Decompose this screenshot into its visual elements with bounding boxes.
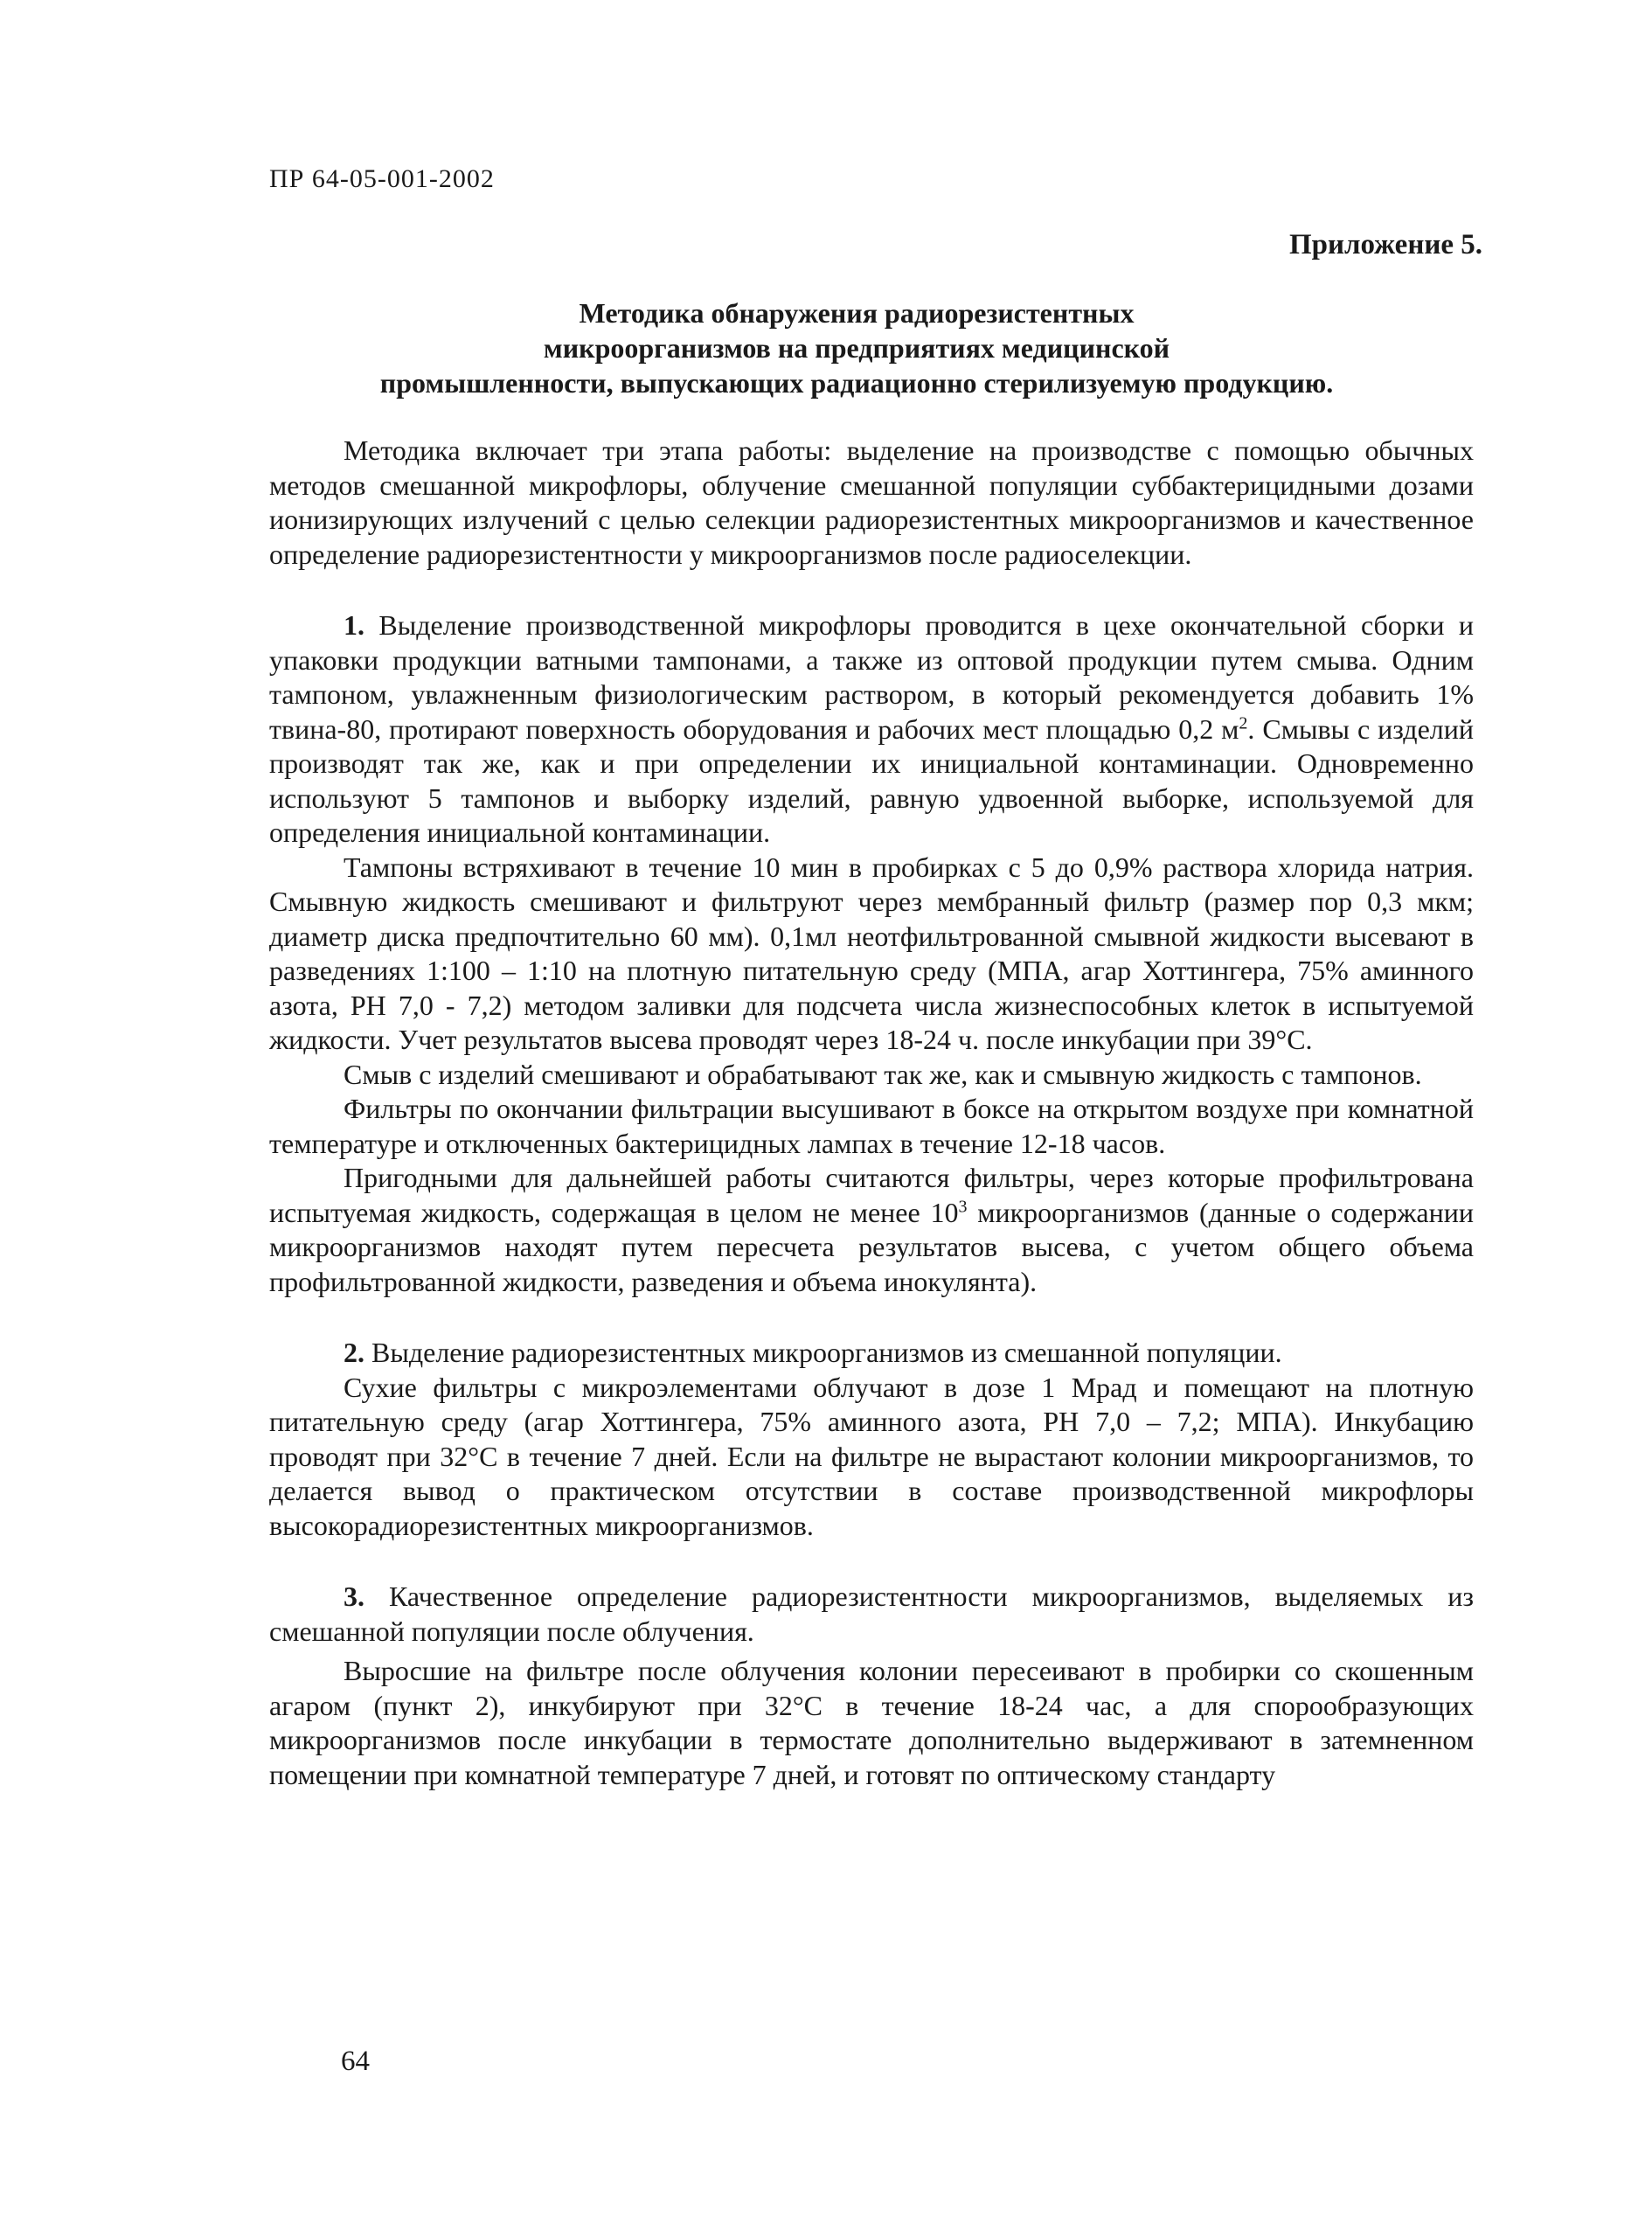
section-number: 2. xyxy=(344,1337,364,1368)
paragraph: Тампоны встряхивают в течение 10 мин в пробирках с 5 до 0,9% раствора хлорида натрия. Смывную жидкость смешивают и фильтруют через мембранный фильтр (размер пор 0,3 мкм; диаметр диска предпочтительно 60 мм). 0,1мл неотфильтрованной смывной жидкости высевают в разведениях 1:100 – 1:10 на плотную питательную среду (МПА, агар Хоттингера, 75% аминного азота, РН 7,0 - 7,2) методом заливки для подсчета числа жизнеспособных клеток в испытуемой жидкости. Учет результатов высева проводят через 18-24 ч. после инкубации при 39°С. xyxy=(269,851,1474,1055)
document-title xyxy=(262,295,1451,400)
paragraph-text: микроорганизмов (данные о содержании микроорганизмов находят путем пересчета результатов высева, с учетом общего объема профильтрованной жидкости, разведения и объема инокулянта). xyxy=(269,1196,1475,1297)
paragraph: Фильтры по окончании фильтрации высушивают в боксе на открытом воздухе при комнатной температуре и отключенных бактерицидных лампах в течение 12-18 часов. xyxy=(269,1093,1474,1159)
intro-paragraph: Методика включает три этапа работы: выделение на производстве с помощью обычных методов смешанной микрофлоры, облучение смешанной популяции суббактерицидными дозами ионизирующих излучений с целью селекции радиорезистентных микроорганизмов и качественное определение радиорезистентности у микроорганизмов после радиоселекции. xyxy=(269,434,1474,570)
title-line: Методика обнаружения радиорезистентных xyxy=(579,297,1135,329)
title-line: микроорганизмов на предприятиях медицинской xyxy=(543,332,1170,364)
section-number: 3. xyxy=(344,1580,364,1612)
page-number: 64 xyxy=(341,2046,370,2077)
section-2-heading xyxy=(269,1336,1474,1371)
paragraph: Смыв с изделий смешивают и обрабатывают так же, как и смывную жидкость с тампонов. xyxy=(344,1058,1422,1090)
section-heading-text: Качественное определение радиорезистентности микроорганизмов, выделяемых из смешанной популяции после облучения. xyxy=(269,1580,1475,1647)
section-heading-text: Выделение радиорезистентных микроорганизмов из смешанной популяции. xyxy=(371,1337,1282,1368)
section-3-heading xyxy=(269,1580,1474,1649)
document-body xyxy=(269,434,1474,1792)
paragraph-text: Пригодными для дальнейшей работы считаются фильтры, через которые профильтрована испытуемая жидкость, содержащая в целом не менее 10 xyxy=(269,1162,1474,1228)
section-number: 1. xyxy=(344,609,364,641)
paragraph: Выросшие на фильтре после облучения колонии пересеивают в пробирки со скошенным агаром (пункт 2), инкубируют при 32°С в течение 18-24 час, а для спорообразующих микроорганизмов после инкубации в термостате дополнительно выдерживают в затемненном помещении при комнатной температуре 7 дней, и готовят по оптическому стандарту xyxy=(269,1655,1474,1790)
superscript: 2 xyxy=(1239,712,1248,733)
paragraph-text: . Смывы с изделий производят так же, как и при определении их инициальной контаминации. Одновременно используют 5 тампонов и выборку изделий, равную удвоенной выборке, используемой для определения инициальной контаминации. xyxy=(269,712,1475,848)
superscript: 3 xyxy=(958,1196,968,1216)
paragraph: Сухие фильтры с микроэлементами облучают в дозе 1 Мрад и помещают на плотную питательную среду (агар Хоттингера, 75% аминного азота, РН 7,0 – 7,2; МПА). Инкубацию проводят при 32°С в течение 7 дней. Если на фильтре не вырастают колонии микроорганизмов, то делается вывод о практическом отсутствии в составе производственной микрофлоры высокорадиорезистентных микроорганизмов. xyxy=(269,1371,1474,1541)
section-1-paragraph xyxy=(269,608,1474,851)
appendix-label: Приложение 5. xyxy=(1288,229,1482,261)
document-code: ПР 64-05-001-2002 xyxy=(269,164,495,193)
paragraph xyxy=(269,1161,1474,1299)
paragraph-text: Выделение производственной микрофлоры проводится в цехе окончательной сборки и упаковки продукции ватными тампонами, а также из оптовой продукции путем смыва. Одним тампоном, увлажненным физиологическим раствором, в который рекомендуется добавить 1% твина-80, протирают поверхность оборудования и рабочих мест площадью 0,2 м xyxy=(269,609,1475,745)
title-line: промышленности, выпускающих радиационно стерилизуемую продукцию. xyxy=(379,367,1334,399)
